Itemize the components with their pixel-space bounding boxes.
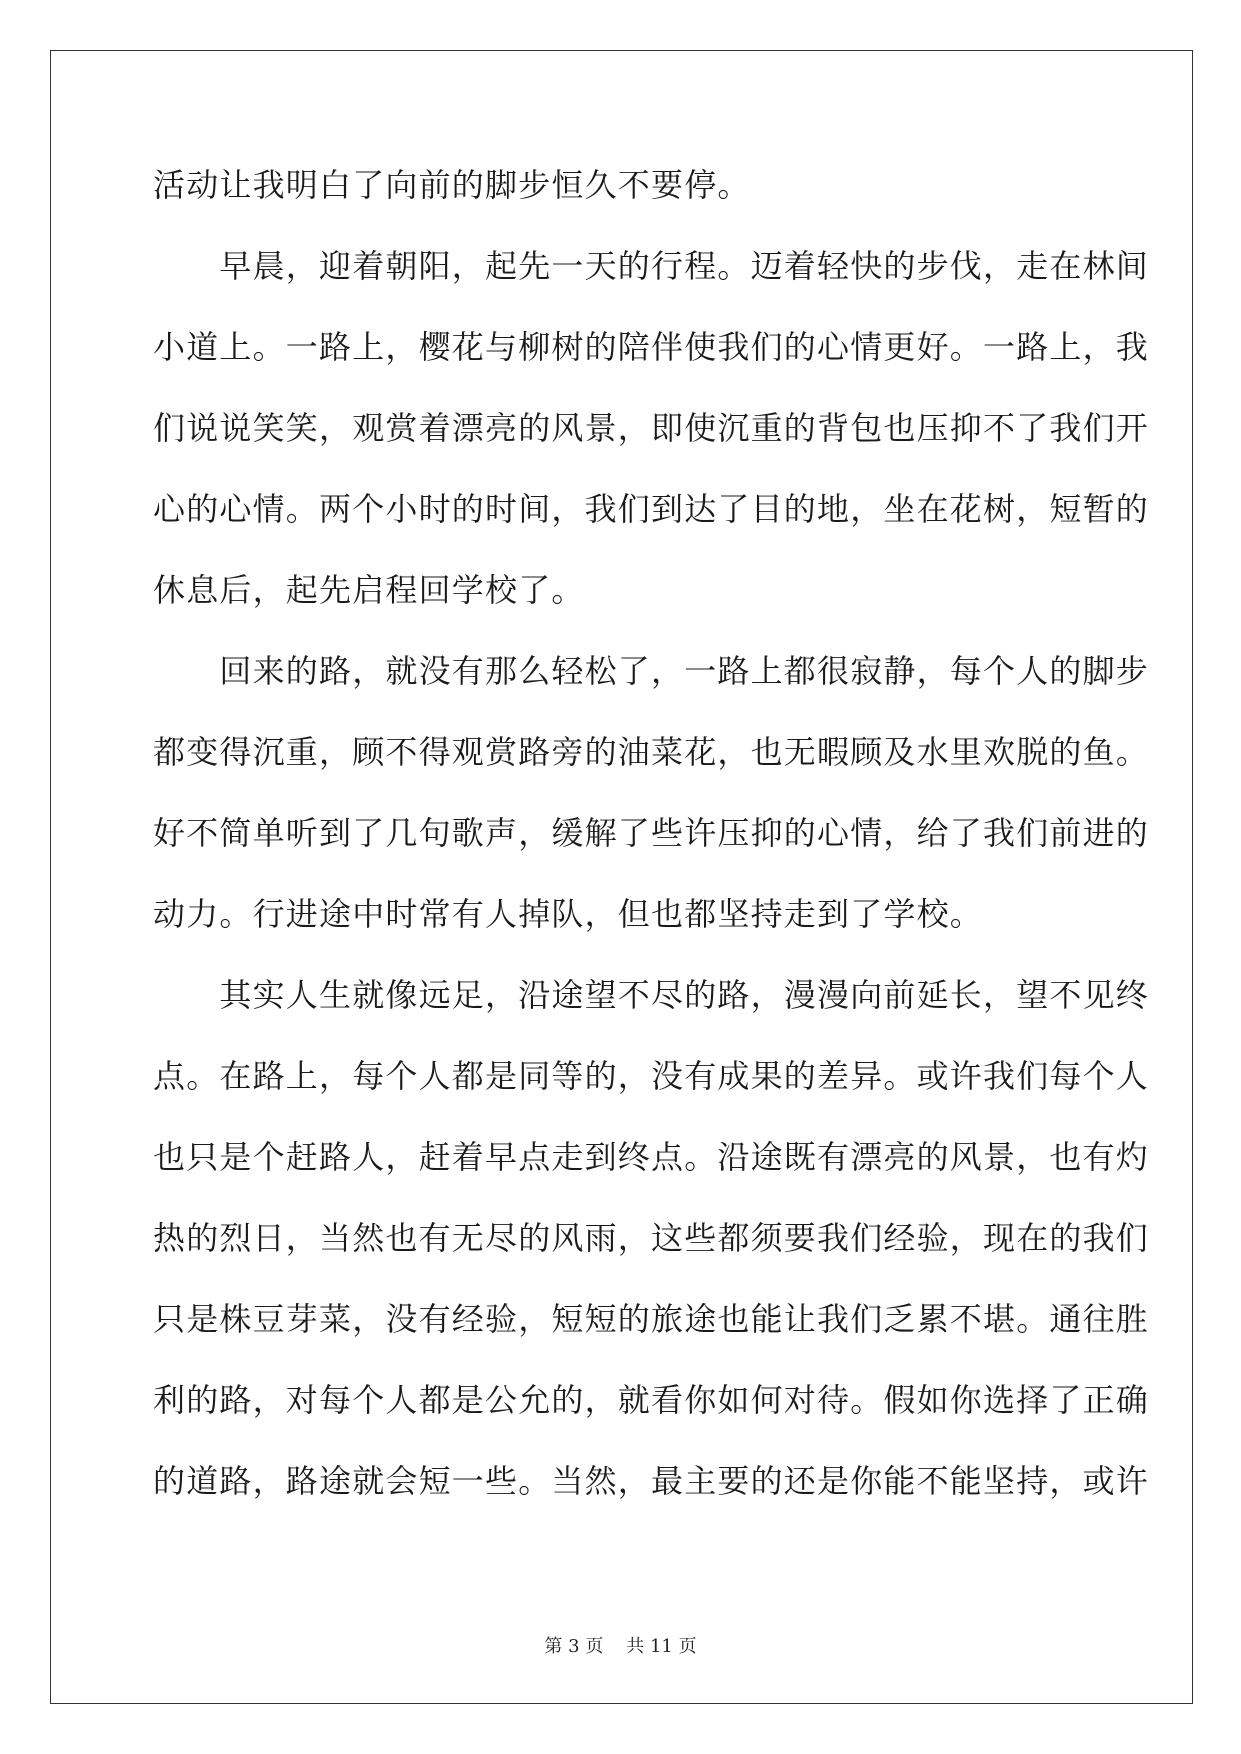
text-line: 早晨，迎着朝阳，起先一天的行程。迈着轻快的步伐，走在林间 xyxy=(153,247,1150,285)
body-text xyxy=(153,153,1150,1530)
text-line: 热的烈日，当然也有无尽的风雨，这些都须要我们经验，现在的我们 xyxy=(153,1219,1150,1257)
text-line: 动力。行进途中时常有人掉队，但也都坚持走到了学校。 xyxy=(153,895,984,933)
text-line: 们说说笑笑，观赏着漂亮的风景，即使沉重的背包也压抑不了我们开 xyxy=(153,409,1150,447)
text-line: 小道上。一路上，樱花与柳树的陪伴使我们的心情更好。一路上，我 xyxy=(153,328,1150,366)
text-line: 的道路，路途就会短一些。当然，最主要的还是你能不能坚持，或许 xyxy=(153,1462,1150,1500)
text-line: 点。在路上，每个人都是同等的，没有成果的差异。或许我们每个人 xyxy=(153,1057,1150,1095)
text-line: 利的路，对每个人都是公允的，就看你如何对待。假如你选择了正确 xyxy=(153,1381,1150,1419)
text-line: 心的心情。两个小时的时间，我们到达了目的地，坐在花树，短暂的 xyxy=(153,490,1150,528)
text-line: 休息后，起先启程回学校了。 xyxy=(153,571,585,609)
text-line: 好不简单听到了几句歌声，缓解了些许压抑的心情，给了我们前进的 xyxy=(153,814,1150,852)
page-total: 共 11 页 xyxy=(626,1636,697,1657)
text-line: 活动让我明白了向前的脚步恒久不要停。 xyxy=(153,166,751,204)
text-line: 也只是个赶路人，赶着早点走到终点。沿途既有漂亮的风景，也有灼 xyxy=(153,1138,1150,1176)
text-line: 都变得沉重，顾不得观赏路旁的油菜花，也无暇顾及水里欢脱的鱼。 xyxy=(153,733,1150,771)
page-number: 第 3 页 xyxy=(544,1636,604,1657)
text-line: 只是株豆芽菜，没有经验，短短的旅途也能让我们乏累不堪。通往胜 xyxy=(153,1300,1150,1338)
text-line: 其实人生就像远足，沿途望不尽的路，漫漫向前延长，望不见终 xyxy=(153,976,1150,1014)
page-footer xyxy=(0,1632,1241,1658)
text-line: 回来的路，就没有那么轻松了，一路上都很寂静，每个人的脚步 xyxy=(153,652,1150,690)
